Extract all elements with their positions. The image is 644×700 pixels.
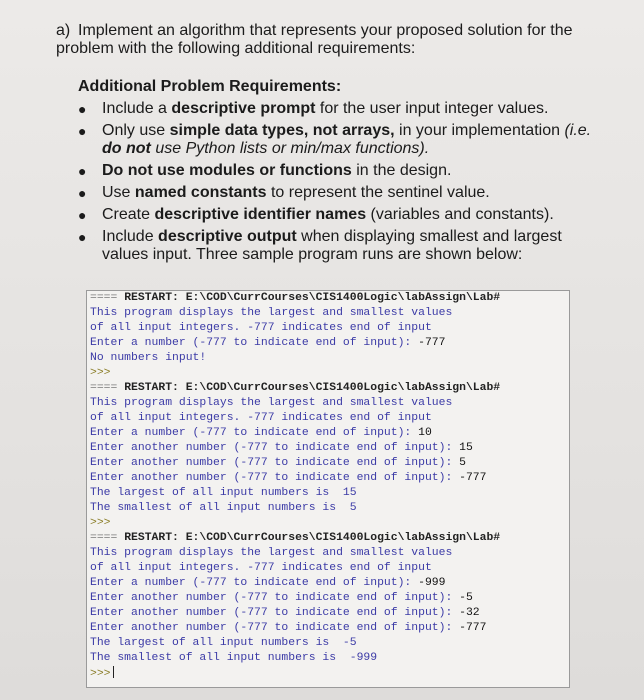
requirement-text: descriptive identifier names [154,206,367,223]
console-output-text: Enter another number (-777 to indicate end of input): [90,442,460,454]
console-user-input: 15 [459,442,473,454]
shell-prompt-text: >>> [90,668,111,680]
question-text: Implement an algorithm that represents your proposed solution for the problem with the following additional requirements: [56,22,573,57]
console-line [87,576,569,591]
console-line [87,321,569,336]
requirement-text: named constants [134,184,267,201]
requirement-text: for the user input integer values. [315,100,549,117]
requirement-text: descriptive output [158,228,297,245]
console-line [87,456,569,471]
console-output-text: This program displays the largest and smallest values [90,397,453,409]
console-line [87,471,569,486]
console-output-text: Enter another number (-777 to indicate end of input): [90,457,460,469]
requirement-text: (i.e. [564,122,592,139]
requirement-text: when displaying smallest and largest values input. Three sample program runs are shown below: [102,228,562,263]
console-line [87,621,569,636]
bullet-icon: ● [78,229,87,245]
bullet-icon: ● [78,163,87,179]
requirement-item [78,184,608,202]
requirement-text: to represent the sentinel value. [266,184,490,201]
console-user-input: 5 [459,457,466,469]
requirement-text: do not [102,140,151,157]
console-output-text: The largest of all input numbers is 15 [90,487,357,499]
shell-prompt [87,666,569,681]
requirement-text: descriptive prompt [171,100,316,117]
requirement-text: Include a [102,100,172,117]
console-output-text: This program displays the largest and smallest values [90,547,453,559]
console-output-text: of all input integers. -777 indicates end of input [90,412,432,424]
requirement-text: Include [102,228,159,245]
requirement-text: Do not use modules or functions [102,162,352,179]
requirement-item [78,206,608,224]
console-output-text: Enter another number (-777 to indicate end of input): [90,472,460,484]
restart-separator: ==== [90,532,125,544]
console-output-text: The smallest of all input numbers is -999 [90,652,378,664]
python-shell-output [86,290,570,688]
bullet-icon: ● [78,207,87,223]
console-line [87,441,569,456]
console-line [87,336,569,351]
console-line [87,396,569,411]
requirement-item [78,100,608,118]
console-output-text: of all input integers. -777 indicates end of input [90,562,432,574]
requirement-text: simple data types, not arrays, [169,122,395,139]
restart-line [87,381,569,396]
console-output-text: Enter another number (-777 to indicate end of input): [90,622,460,634]
console-line [87,651,569,666]
requirements-list [78,100,608,268]
console-output-text: The largest of all input numbers is -5 [90,637,357,649]
console-user-input: -777 [459,472,487,484]
bullet-icon: ● [78,123,87,139]
console-line [87,561,569,576]
restart-separator: ==== [90,292,125,304]
console-line [87,411,569,426]
console-output-text: of all input integers. -777 indicates end of input [90,322,432,334]
shell-prompt-text: >>> [90,517,111,529]
bullet-icon: ● [78,185,87,201]
console-line [87,546,569,561]
restart-path: RESTART: E:\COD\CurrCourses\CIS1400Logic\labAssign\Lab# [124,532,501,544]
requirement-item [78,228,608,264]
console-output-text: Enter a number (-777 to indicate end of input): [90,337,419,349]
console-output-text: Enter another number (-777 to indicate end of input): [90,607,460,619]
console-user-input: -999 [418,577,446,589]
requirement-text: in your implementation [394,122,565,139]
console-line [87,426,569,441]
requirement-item [78,122,608,158]
console-output-text: Enter a number (-777 to indicate end of input): [90,577,419,589]
console-user-input: -777 [418,337,446,349]
bullet-icon: ● [78,101,87,117]
console-line [87,591,569,606]
requirement-text: in the design. [351,162,452,179]
shell-prompt [87,516,569,531]
restart-path: RESTART: E:\COD\CurrCourses\CIS1400Logic\labAssign\Lab# [124,382,501,394]
requirement-text: Create [102,206,155,223]
console-line [87,351,569,366]
console-line [87,606,569,621]
requirements-title: Additional Problem Requirements: [78,78,342,95]
console-output-text: Enter another number (-777 to indicate end of input): [90,592,460,604]
console-user-input: 10 [418,427,432,439]
requirement-text: Only use [102,122,170,139]
requirement-text: (variables and constants). [366,206,554,223]
console-output-text: The smallest of all input numbers is 5 [90,502,357,514]
text-cursor [113,666,114,678]
console-user-input: -32 [459,607,480,619]
console-output-text: This program displays the largest and smallest values [90,307,453,319]
restart-path: RESTART: E:\COD\CurrCourses\CIS1400Logic\labAssign\Lab# [124,292,501,304]
question-heading [56,22,616,58]
requirement-text: Use [102,184,135,201]
console-line [87,486,569,501]
console-line [87,636,569,651]
console-user-input: -777 [459,622,487,634]
console-output-text: Enter a number (-777 to indicate end of input): [90,427,419,439]
requirement-item [78,162,608,180]
console-output-text: No numbers input! [90,352,207,364]
console-line [87,306,569,321]
restart-separator: ==== [90,382,125,394]
shell-prompt [87,366,569,381]
shell-prompt-text: >>> [90,367,111,379]
requirement-text: use Python lists or min/max functions). [150,140,430,157]
restart-line [87,531,569,546]
console-user-input: -5 [459,592,473,604]
console-line [87,501,569,516]
restart-line [87,291,569,306]
question-label: a) [56,22,71,39]
